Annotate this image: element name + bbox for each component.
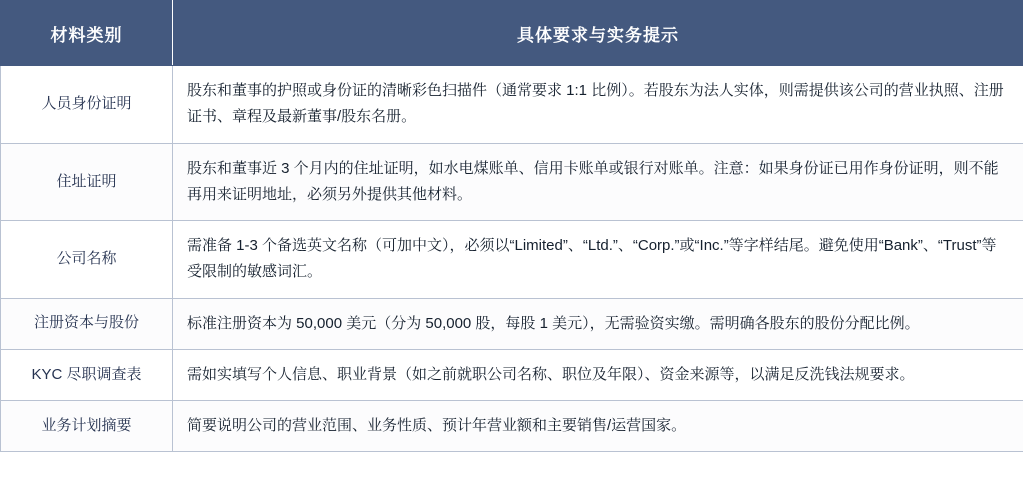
cell-category: 业务计划摘要 — [1, 401, 173, 452]
table-header — [1, 1, 1023, 66]
cell-category: 注册资本与股份 — [1, 298, 173, 349]
table-row — [1, 221, 1023, 299]
table-row — [1, 349, 1023, 400]
table-body — [1, 66, 1023, 452]
cell-detail: 标准注册资本为 50,000 美元（分为 50,000 股，每股 1 美元），无需验资实缴。需明确各股东的股份分配比例。 — [173, 298, 1023, 349]
cell-category: 人员身份证明 — [1, 66, 173, 144]
table-row — [1, 401, 1023, 452]
table-header-row — [1, 1, 1023, 66]
cell-detail: 需准备 1-3 个备选英文名称（可加中文），必须以“Limited”、“Ltd.”、“Corp.”或“Inc.”等字样结尾。避免使用“Bank”、“Trust”等受限制的敏感词汇。 — [173, 221, 1023, 299]
cell-detail: 股东和董事的护照或身份证的清晰彩色扫描件（通常要求 1:1 比例）。若股东为法人实体，则需提供该公司的营业执照、注册证书、章程及最新董事/股东名册。 — [173, 66, 1023, 144]
cell-detail: 需如实填写个人信息、职业背景（如之前就职公司名称、职位及年限）、资金来源等，以满足反洗钱法规要求。 — [173, 349, 1023, 400]
cell-detail: 简要说明公司的营业范围、业务性质、预计年营业额和主要销售/运营国家。 — [173, 401, 1023, 452]
cell-detail: 股东和董事近 3 个月内的住址证明，如水电煤账单、信用卡账单或银行对账单。注意：如果身份证已用作身份证明，则不能再用来证明地址，必须另外提供其他材料。 — [173, 143, 1023, 221]
column-header-detail: 具体要求与实务提示 — [173, 1, 1023, 66]
cell-category: 住址证明 — [1, 143, 173, 221]
cell-category: 公司名称 — [1, 221, 173, 299]
column-header-category: 材料类别 — [1, 1, 173, 66]
table-row — [1, 298, 1023, 349]
table-row — [1, 143, 1023, 221]
cell-category: KYC 尽职调查表 — [1, 349, 173, 400]
table-row — [1, 66, 1023, 144]
